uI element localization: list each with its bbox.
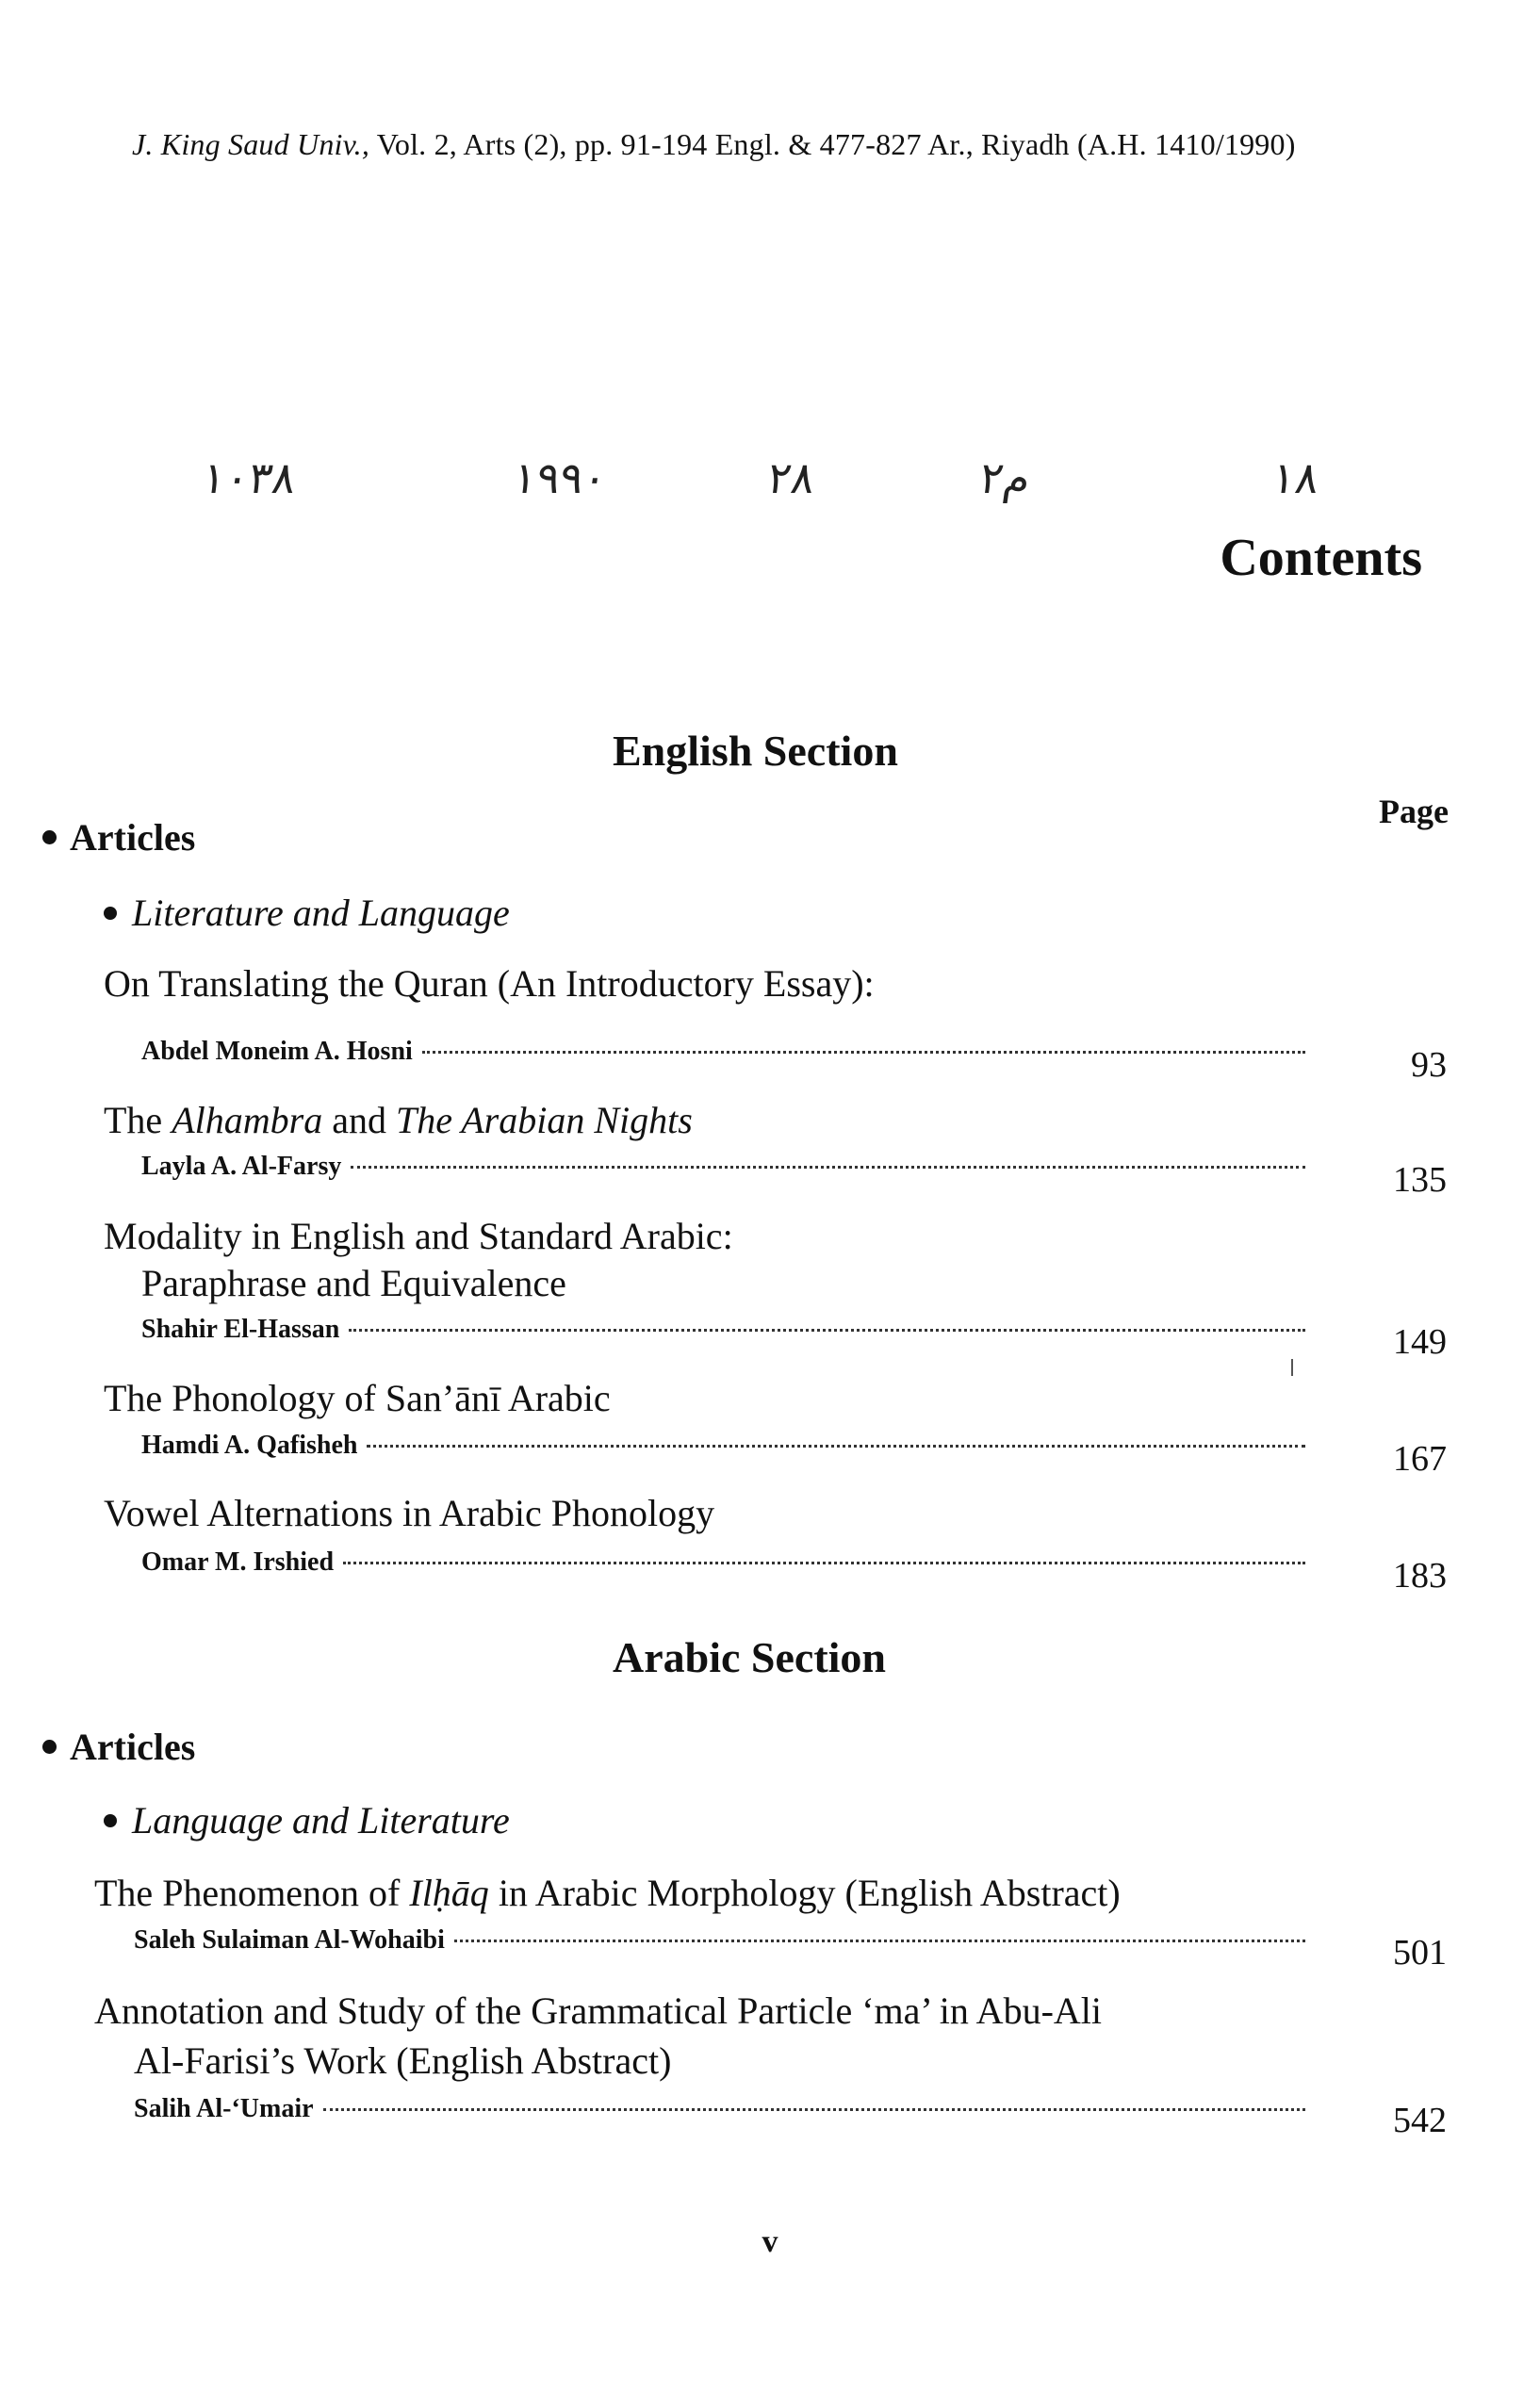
bullet-icon <box>104 1814 117 1827</box>
english-articles-heading: Articles <box>42 815 195 859</box>
toc-entry-title: Modality in English and Standard Arabic: <box>104 1215 733 1257</box>
toc-entry-page: 93 <box>1411 1045 1447 1085</box>
toc-entry-title: Annotation and Study of the Grammatical Particle ‘ma’ in Abu-Ali <box>94 1989 1103 2032</box>
dot-leader <box>343 1562 1305 1564</box>
arabic-section-title: Arabic Section <box>613 1633 887 1681</box>
toc-entry-page: 149 <box>1393 1322 1447 1362</box>
dot-leader <box>351 1166 1305 1169</box>
journal-name: J. King Saud Univ., <box>132 127 370 161</box>
toc-entry-title: The Phonology of San’ānī Arabic <box>104 1377 611 1419</box>
stray-mark <box>1291 1359 1293 1376</box>
citation-details: Vol. 2, Arts (2), pp. 91-194 Engl. & 477-827 Ar., Riyadh (A.H. 1410/1990) <box>376 127 1296 161</box>
journal-citation <box>132 127 1296 162</box>
bullet-icon <box>104 907 117 920</box>
toc-entry-title-continuation: Al-Farisi’s Work (English Abstract) <box>134 2039 672 2082</box>
toc-entry-title: The Alhambra and The Arabian Nights <box>104 1099 693 1141</box>
arabic-subsection-heading: Language and Literature <box>104 1798 510 1842</box>
handwritten-note-2: ١٩٩٠ <box>510 452 611 503</box>
english-subsection-heading: Literature and Language <box>104 891 510 935</box>
handwritten-note-5: ١٨ <box>1269 452 1323 503</box>
toc-entry-title: Vowel Alternations in Arabic Phonology <box>104 1492 715 1534</box>
toc-entry-author-row <box>141 1037 1315 1067</box>
toc-entry-author-row <box>134 1925 1315 1956</box>
dot-leader <box>422 1051 1305 1054</box>
arabic-articles-heading: Articles <box>42 1725 195 1769</box>
toc-entry-author-row <box>134 2094 1315 2124</box>
toc-entry-page: 542 <box>1393 2101 1447 2140</box>
handwritten-note-1: ١٠٣٨ <box>199 452 300 503</box>
toc-entry-author: Saleh Sulaiman Al-Wohaibi <box>134 1925 445 1955</box>
toc-entry-title: On Translating the Quran (An Introductory Essay): <box>104 962 875 1005</box>
toc-entry-author: Salih Al-‘Umair <box>134 2094 314 2123</box>
toc-entry-author: Omar M. Irshied <box>141 1547 335 1577</box>
bullet-icon <box>42 1740 57 1754</box>
toc-entry-author: Shahir El-Hassan <box>141 1315 340 1344</box>
toc-entry-author-row <box>141 1315 1315 1345</box>
toc-entry-title-continuation: Paraphrase and Equivalence <box>141 1262 566 1304</box>
toc-entry-page: 167 <box>1393 1439 1447 1479</box>
toc-entry-page: 135 <box>1393 1160 1447 1200</box>
toc-entry-author-row <box>141 1547 1315 1578</box>
bullet-icon <box>42 830 57 844</box>
dot-leader <box>323 2108 1305 2111</box>
toc-entry-author-row <box>141 1152 1315 1182</box>
toc-entry-title: The Phenomenon of Ilḥāq in Arabic Morphology (English Abstract) <box>94 1872 1121 1914</box>
toc-entry-author: Hamdi A. Qafisheh <box>141 1431 358 1460</box>
toc-entry-author: Layla A. Al-Farsy <box>141 1152 342 1181</box>
toc-entry-author: Abdel Moneim A. Hosni <box>141 1037 413 1066</box>
contents-title: Contents <box>1220 529 1422 587</box>
dot-leader <box>367 1445 1305 1448</box>
english-section-title: English Section <box>613 727 898 775</box>
page-number: v <box>762 2224 778 2259</box>
page-column-label: Page <box>1379 793 1449 830</box>
dot-leader <box>454 1940 1305 1942</box>
toc-entry-page: 501 <box>1393 1933 1447 1973</box>
toc-entry-page: 183 <box>1393 1556 1447 1596</box>
handwritten-note-4: م٢ <box>976 452 1034 503</box>
handwritten-note-3: ٢٨ <box>764 452 819 503</box>
toc-entry-author-row <box>141 1431 1315 1461</box>
dot-leader <box>349 1329 1305 1332</box>
